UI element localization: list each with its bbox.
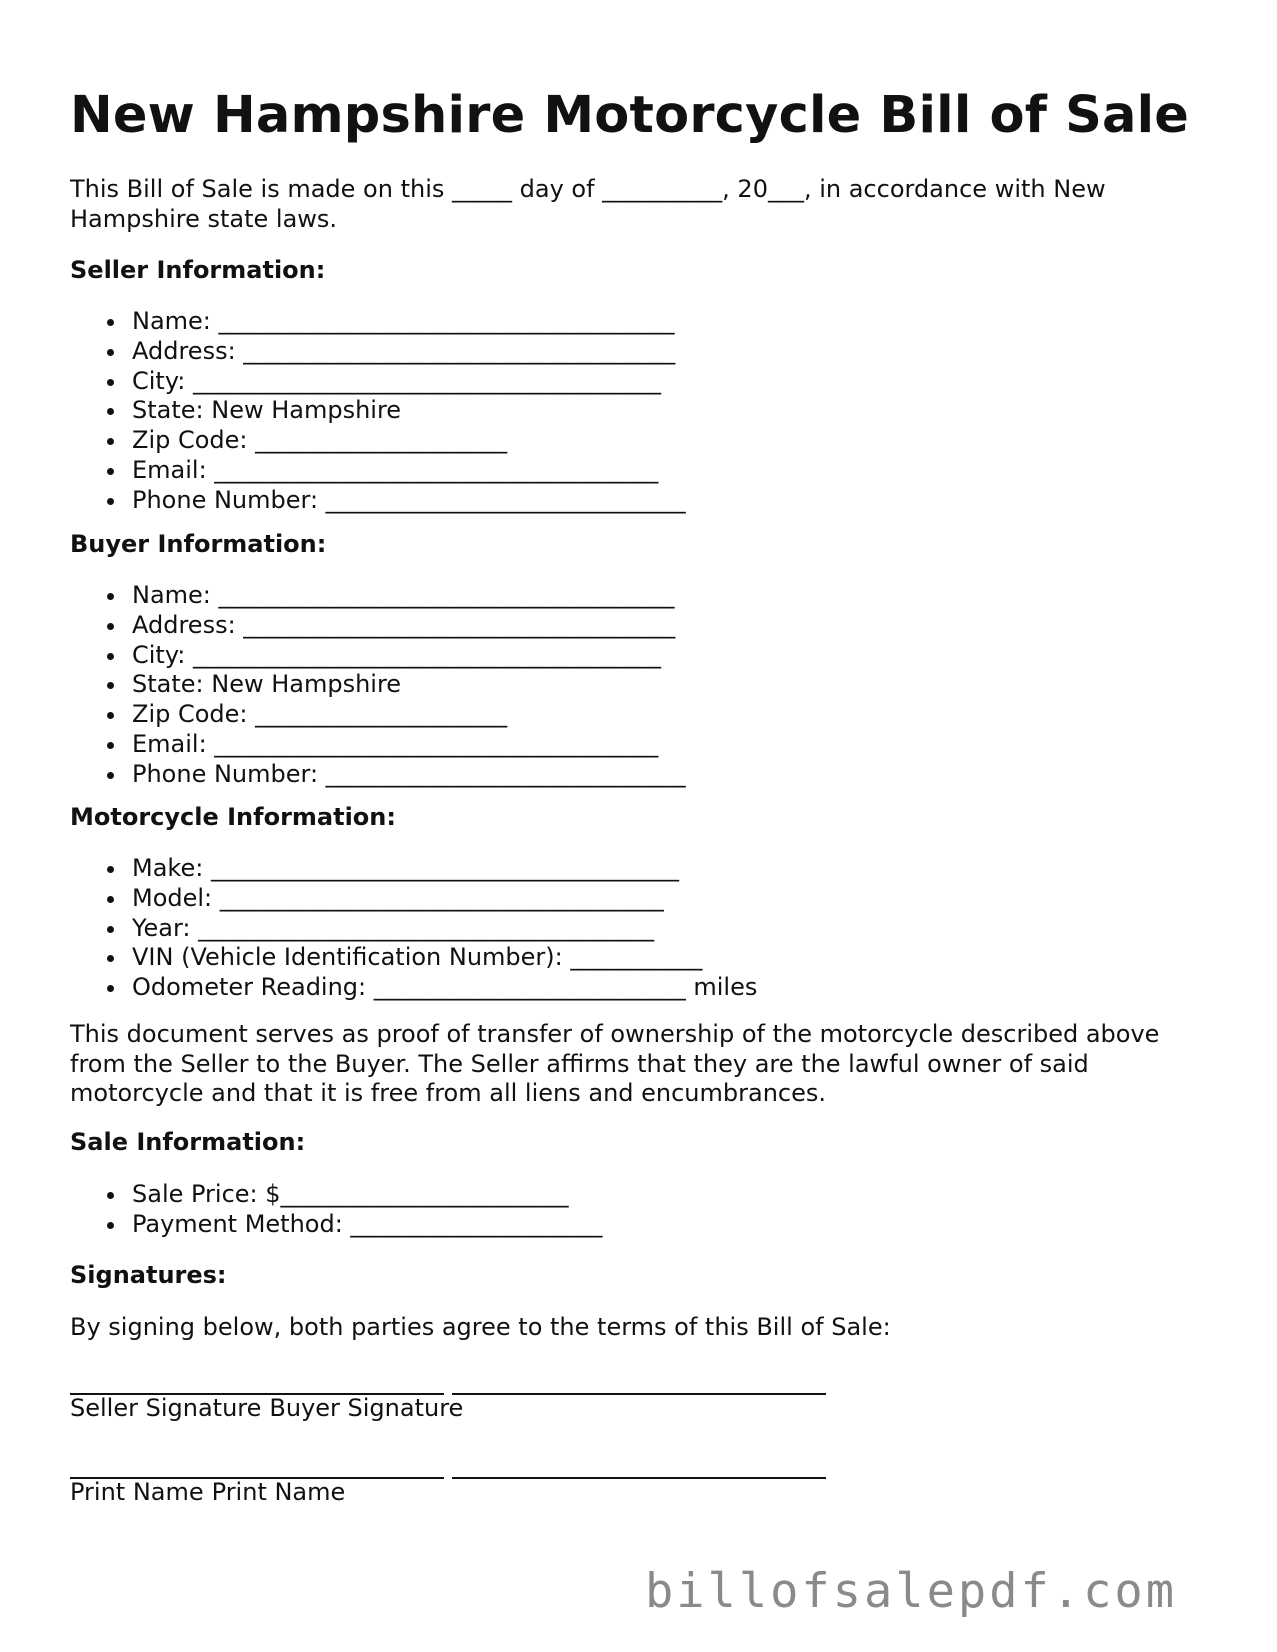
seller-print-name-label: Print Name [70,1478,204,1506]
buyer-print-name-line [452,1477,826,1479]
watermark-text: billofsalepdf.com [644,1564,1177,1619]
sale-fields-list [70,1180,602,1240]
seller-city-field: City: _______________________________________ [70,367,686,397]
seller-state-field: State: New Hampshire [70,396,686,426]
seller-fields-list [70,307,686,516]
motorcycle-odometer-field: Odometer Reading: __________________________ miles [70,973,757,1003]
buyer-section-heading: Buyer Information: [70,530,327,558]
seller-email-field: Email: _____________________________________ [70,456,686,486]
buyer-phone-field: Phone Number: ______________________________ [70,760,686,790]
motorcycle-model-field: Model: _____________________________________ [70,884,757,914]
seller-signature-label: Seller Signature [70,1394,262,1422]
motorcycle-fields-list [70,854,757,1003]
signatures-statement: By signing below, both parties agree to the terms of this Bill of Sale: [70,1313,891,1341]
buyer-city-field: City: _______________________________________ [70,641,686,671]
buyer-state-field: State: New Hampshire [70,670,686,700]
buyer-zip-field: Zip Code: _____________________ [70,700,686,730]
seller-zip-field: Zip Code: _____________________ [70,426,686,456]
transfer-statement: This document serves as proof of transfer of ownership of the motorcycle described above from the Seller to the Buyer. The Seller affirms that they are the lawful owner of said motorcycle and that it is free from all liens and encumbrances. [70,1020,1160,1107]
buyer-print-name-label: Print Name [211,1478,346,1506]
sale-section-heading: Sale Information: [70,1128,306,1156]
motorcycle-section-heading: Motorcycle Information: [70,803,396,831]
seller-section-heading: Seller Information: [70,256,326,284]
document-title: New Hampshire Motorcycle Bill of Sale [70,86,1190,145]
seller-phone-field: Phone Number: ______________________________ [70,486,686,516]
seller-address-field: Address: ____________________________________ [70,337,686,367]
signatures-section-heading: Signatures: [70,1261,227,1289]
buyer-address-field: Address: ____________________________________ [70,611,686,641]
payment-method-field: Payment Method: _____________________ [70,1210,602,1240]
buyer-fields-list [70,581,686,790]
signature-labels [70,1394,463,1423]
print-name-labels [70,1478,345,1507]
buyer-email-field: Email: _____________________________________ [70,730,686,760]
motorcycle-make-field: Make: _______________________________________ [70,854,757,884]
buyer-signature-line [452,1393,826,1395]
motorcycle-vin-field: VIN (Vehicle Identification Number): ___________ [70,943,757,973]
buyer-signature-label: Buyer Signature [269,1394,464,1422]
seller-name-field: Name: ______________________________________ [70,307,686,337]
buyer-name-field: Name: ______________________________________ [70,581,686,611]
intro-paragraph: This Bill of Sale is made on this _____ day of __________, 20___, in accordance with New Hampshire state laws. [70,175,1106,233]
motorcycle-year-field: Year: ______________________________________ [70,914,757,944]
sale-price-field: Sale Price: $________________________ [70,1180,602,1210]
